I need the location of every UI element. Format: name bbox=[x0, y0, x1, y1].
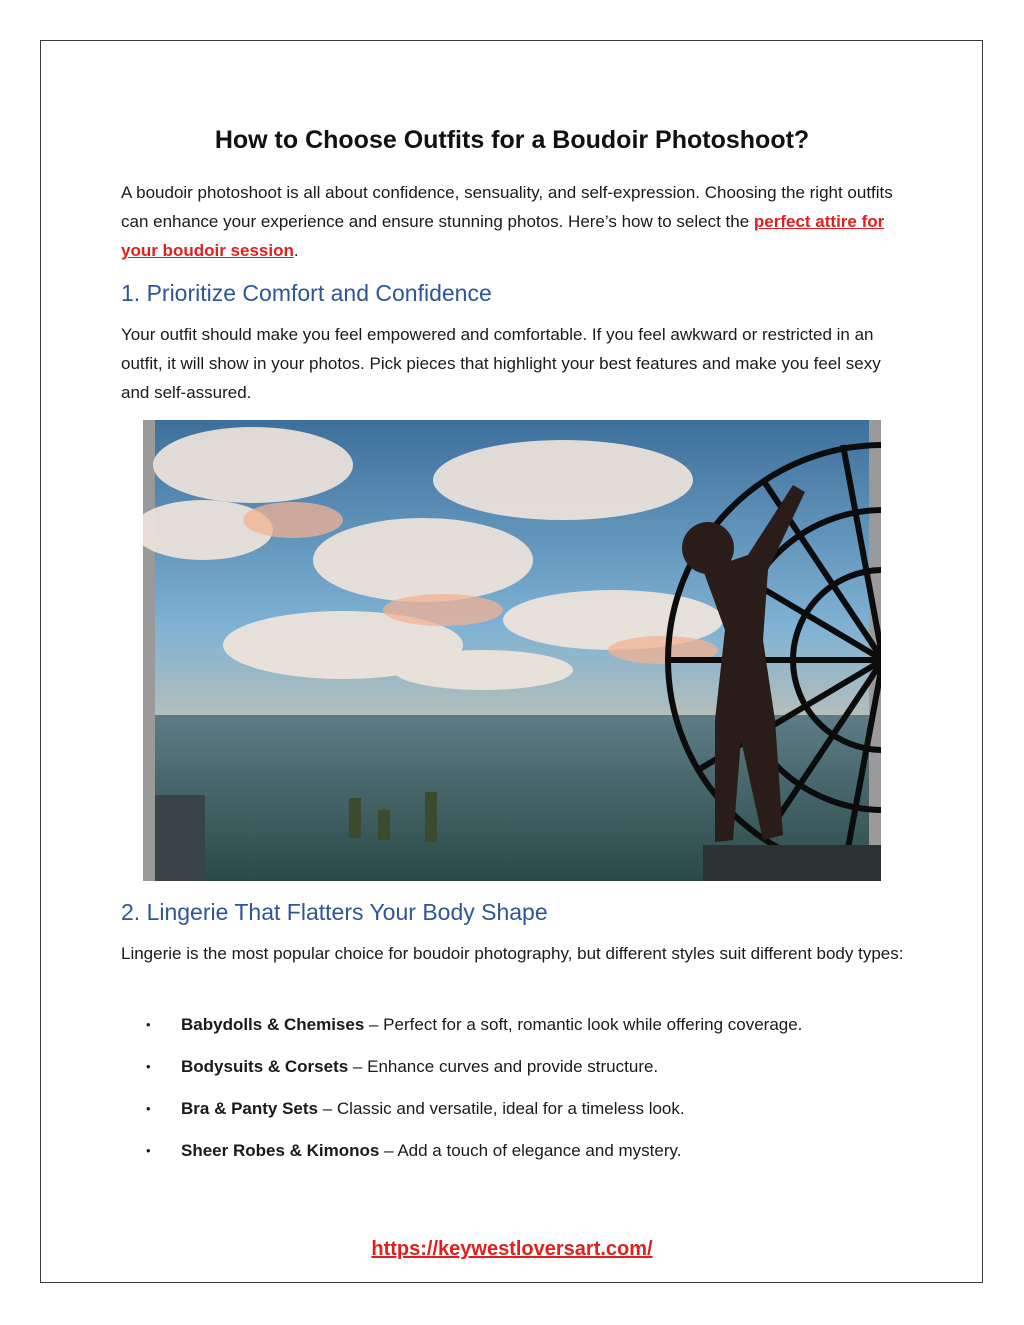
intro-text: A boudoir photoshoot is all about confidence, sensuality, and self-expression. Choosing the right outfits can enhance your experience and ensure stunning photos. Here’s how to select the bbox=[121, 183, 893, 231]
boudoir-photo bbox=[143, 420, 881, 881]
section-lingerie-body: Lingerie is the most popular choice for boudoir photography, but different styles suit different body types: bbox=[121, 944, 904, 963]
list-item-text: – Classic and versatile, ideal for a timeless look. bbox=[318, 1099, 685, 1118]
list-item bbox=[146, 1136, 926, 1178]
intro-paragraph bbox=[121, 178, 911, 265]
list-item-title: Sheer Robes & Kimonos bbox=[181, 1141, 380, 1160]
bullet-dot: • bbox=[146, 1101, 151, 1116]
bullet-dot: • bbox=[146, 1143, 151, 1158]
list-item bbox=[146, 1052, 926, 1094]
list-item-text: – Enhance curves and provide structure. bbox=[348, 1057, 659, 1076]
list-item-text: – Add a touch of elegance and mystery. bbox=[379, 1141, 682, 1160]
section-heading-lingerie: 2. Lingerie That Flatters Your Body Shape bbox=[121, 899, 548, 925]
list-item-title: Bra & Panty Sets bbox=[181, 1099, 318, 1118]
section-heading-comfort: 1. Prioritize Comfort and Confidence bbox=[121, 280, 492, 306]
photo-illustration bbox=[143, 420, 881, 881]
page-title: How to Choose Outfits for a Boudoir Photoshoot? bbox=[214, 126, 810, 154]
bullet-dot: • bbox=[146, 1059, 151, 1074]
section-comfort-body: Your outfit should make you feel empowered and comfortable. If you feel awkward or restricted in an outfit, it will show in your photos. Pick pieces that highlight your best features and make you feel sexy and self-assured. bbox=[121, 325, 881, 402]
list-item-title: Babydolls & Chemises bbox=[181, 1015, 365, 1034]
list-item-title: Bodysuits & Corsets bbox=[181, 1057, 349, 1076]
website-link[interactable]: https://keywestloversart.com/ bbox=[371, 1238, 653, 1260]
pier bbox=[155, 795, 205, 881]
lingerie-list bbox=[146, 1010, 926, 1178]
list-item-text: – Perfect for a soft, romantic look while offering coverage. bbox=[364, 1015, 803, 1034]
intro-end: . bbox=[293, 241, 299, 260]
list-item bbox=[146, 1094, 926, 1136]
list-item bbox=[146, 1010, 926, 1052]
attire-link[interactable]: perfect attire for your boudoir session bbox=[121, 212, 885, 260]
bullet-dot: • bbox=[146, 1017, 151, 1032]
